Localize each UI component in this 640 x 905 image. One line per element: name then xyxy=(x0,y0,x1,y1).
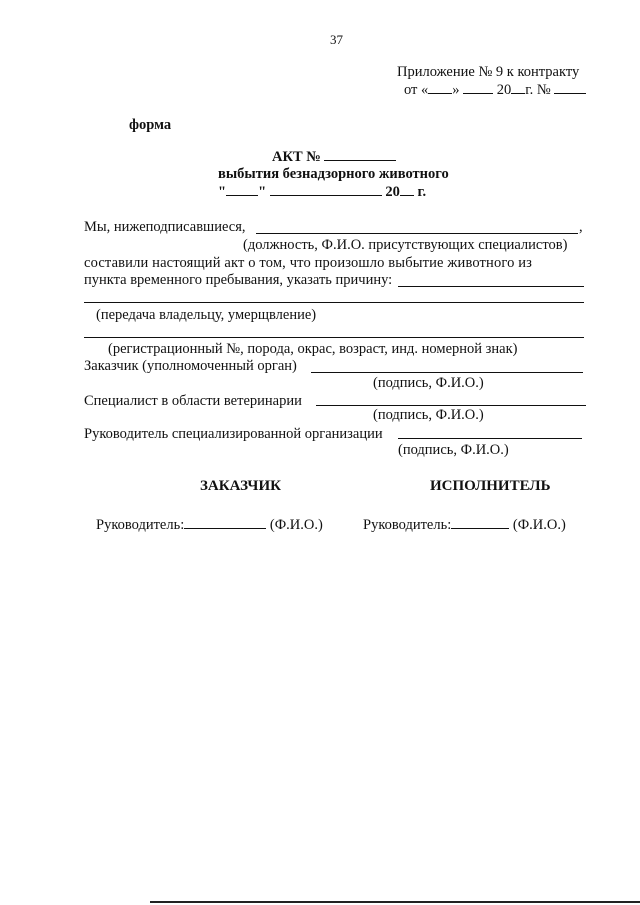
position-hint: (должность, Ф.И.О. присутствующих специалистов) xyxy=(243,237,568,253)
head-org-sign-line xyxy=(398,438,582,439)
signatories-comma: , xyxy=(579,219,583,235)
page-number: 37 xyxy=(330,32,343,47)
appendix-number-label: г. № xyxy=(525,82,551,98)
form-label: форма xyxy=(129,117,172,133)
right-head-signature xyxy=(363,515,566,534)
compiled-line: составили настоящий акт о том, что произошло выбытие животного из xyxy=(84,255,533,271)
registration-line xyxy=(84,337,584,338)
act-date-quote-close: " xyxy=(258,184,267,200)
act-date-quote-open: " xyxy=(218,184,227,200)
appendix-line-1: Приложение № 9 к контракту xyxy=(397,64,580,80)
appendix-year-prefix: 20 xyxy=(496,82,512,98)
act-title xyxy=(272,147,396,166)
appendix-from: от « xyxy=(404,82,429,98)
act-number-label: АКТ № xyxy=(272,149,321,165)
act-date-suffix: г. xyxy=(417,184,427,200)
customer-title: ЗАКАЗЧИК xyxy=(200,478,281,494)
act-date xyxy=(218,182,426,201)
reason-line-2 xyxy=(84,302,584,303)
left-head-fio: (Ф.И.О.) xyxy=(269,517,323,533)
right-head-blank xyxy=(451,515,509,529)
customer-label: Заказчик (уполномоченный орган) xyxy=(84,358,297,374)
act-number-blank xyxy=(324,147,396,161)
appendix-number-blank xyxy=(554,80,586,94)
signatories-line xyxy=(256,233,578,234)
appendix-quote-close: » xyxy=(452,82,460,98)
appendix-day-blank xyxy=(428,80,452,94)
left-head-label: Руководитель: xyxy=(96,517,185,533)
act-subtitle: выбытия безнадзорного животного xyxy=(218,166,449,182)
act-date-year-prefix: 20 xyxy=(385,184,400,200)
appendix-line-2 xyxy=(404,80,586,99)
vet-sign-hint: (подпись, Ф.И.О.) xyxy=(373,407,484,423)
appendix-month-blank xyxy=(463,80,493,94)
reason-line-1 xyxy=(398,286,584,287)
we-signed-label: Мы, нижеподписавшиеся, xyxy=(84,219,246,235)
act-date-month-blank xyxy=(270,182,382,196)
reason-hint: (передача владельцу, умерщвление) xyxy=(96,307,317,323)
registration-hint: (регистрационный №, порода, окрас, возраст, инд. номерной знак) xyxy=(108,341,518,357)
right-head-fio: (Ф.И.О.) xyxy=(512,517,566,533)
executor-title: ИСПОЛНИТЕЛЬ xyxy=(430,478,551,494)
right-head-label: Руководитель: xyxy=(363,517,452,533)
left-head-signature xyxy=(96,515,323,534)
act-date-day-blank xyxy=(226,182,258,196)
appendix-year-blank xyxy=(511,80,525,94)
vet-label: Специалист в области ветеринарии xyxy=(84,393,302,409)
act-date-year-blank xyxy=(400,182,414,196)
reason-label: пункта временного пребывания, указать причину: xyxy=(84,272,393,288)
customer-sign-hint: (подпись, Ф.И.О.) xyxy=(373,375,484,391)
head-org-label: Руководитель специализированной организации xyxy=(84,426,383,442)
head-org-sign-hint: (подпись, Ф.И.О.) xyxy=(398,442,509,458)
customer-sign-line xyxy=(311,372,583,373)
left-head-blank xyxy=(184,515,266,529)
page-bottom-edge xyxy=(150,901,640,903)
